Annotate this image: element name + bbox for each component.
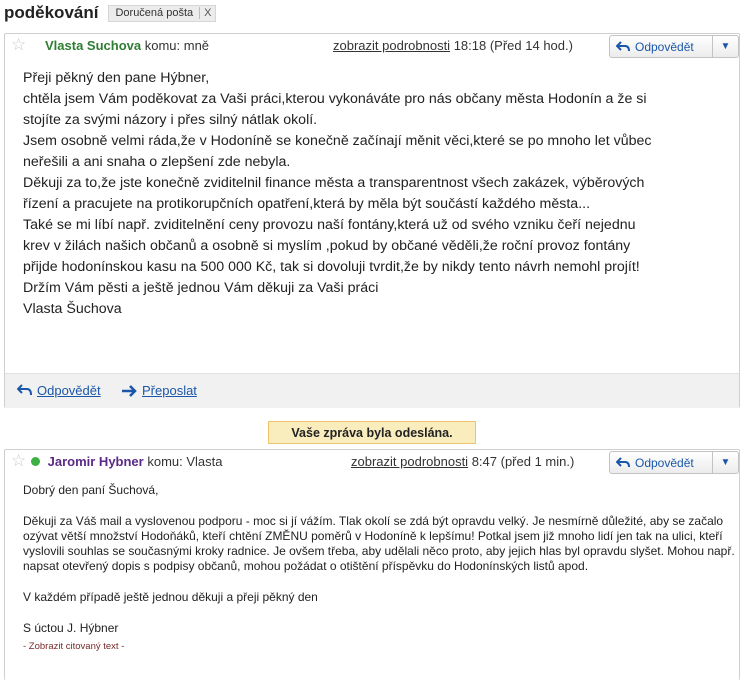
message-sent-notice: Vaše zpráva byla odeslána. <box>268 421 476 444</box>
body-line: Děkuji za to,že jste konečně zviditelnil finance města a transparentnost všech zakázek, výběrových <box>23 175 645 191</box>
message-time: 18:18 (Před 14 hod.) <box>453 38 573 53</box>
signature: S úctou J. Hýbner <box>23 621 119 635</box>
reply-button-label: Odpovědět <box>635 455 694 470</box>
body-line: krev v žilách našich občanů a osobně si myslím ,pokud by občané věděli,že roční provoz fontány <box>23 238 631 254</box>
body-line: řízení a pracujete na protikorupčních opatření,která by měla být součástí každého města... <box>23 196 591 212</box>
message-header <box>5 450 739 474</box>
sender-name[interactable]: Jaromir Hybner <box>47 454 144 469</box>
reply-arrow-icon <box>616 41 630 53</box>
sender-line <box>31 454 223 469</box>
thread-subject: poděkování <box>4 3 99 22</box>
reply-button-main[interactable] <box>610 36 712 57</box>
body-line: stojíte za svými názory i přes silný nátlak okolí. <box>23 112 318 128</box>
thread-header <box>4 2 216 24</box>
reply-button-main[interactable] <box>610 452 712 473</box>
message-time: 8:47 (před 1 min.) <box>471 454 575 469</box>
message-meta <box>333 38 573 53</box>
body-line: Přeji pěkný den pane Hýbner, <box>23 70 210 86</box>
message-header <box>5 34 739 58</box>
greeting: Dobrý den paní Šuchová, <box>23 483 159 497</box>
body-line: přijde hodonínskou kasu na 500 000 Kč, tak si dovoluji tvrdit,že by nikdy tento návrh nemohl projít! <box>23 259 640 275</box>
reply-button[interactable] <box>609 35 739 58</box>
reply-button-label: Odpovědět <box>635 39 694 54</box>
label-name[interactable]: Doručená pošta <box>115 7 194 19</box>
chevron-down-icon: ▼ <box>720 41 731 52</box>
message-card-1 <box>4 33 740 408</box>
recipient-text: komu: Vlasta <box>147 454 223 469</box>
online-status-dot <box>31 457 40 466</box>
message-body <box>23 68 733 320</box>
body-line: Jsem osobně velmi ráda,že v Hodoníně se konečně začínají měnit věci,které se po mnoho let vůbec <box>23 133 652 149</box>
body-paragraph: Děkuji za Váš mail a vyslovenou podporu - moc si jí vážím. Tlak okolí se zdá být opravdu velký. Je nesmírně důležité, aby se začalo ozývat větší množství Hodoňáků, kteří chtění ZMĚNU poměrů v Hodoníně k lepšímu! Potkal jsem již mnoho lidí jen tak na ulici, kteří vyslovili souhlas se současnými kroky radnice. Je ovšem třeba, aby udělali něco proto, aby jejich hlas byl opravdu slyšet. Mohou např. napsat otevřený dopis s podpisy občanů, mohou požádat o otištění příspěvku do Hodonínských listů apod. <box>23 514 735 573</box>
footer-forward-link[interactable] <box>121 383 197 398</box>
recipient-text: komu: mně <box>144 38 210 53</box>
forward-arrow-icon <box>121 385 137 397</box>
inbox-label-chip <box>108 5 216 22</box>
star-icon[interactable]: ☆ <box>11 451 27 470</box>
sender-line <box>45 38 209 53</box>
chevron-down-icon: ▼ <box>720 457 731 468</box>
message-meta <box>351 454 574 469</box>
body-line: chtěla jsem Vám poděkovat za Vaši práci,kterou vykonáváte pro nás občany města Hodonín a že si <box>23 91 647 107</box>
show-details-link[interactable]: zobrazit podrobnosti <box>351 454 469 469</box>
body-line: Také se mi líbí např. zviditelnění ceny provozu naší fontány,která už od svého vzniku čeří nejednu <box>23 217 636 233</box>
reply-arrow-icon <box>17 384 32 397</box>
reply-arrow-icon <box>616 457 630 469</box>
reply-button[interactable] <box>609 451 739 474</box>
body-line: neřešili a ani snaha o zlepšení zde nebyla. <box>23 154 291 170</box>
show-details-link[interactable]: zobrazit podrobnosti <box>333 38 451 53</box>
sender-name[interactable]: Vlasta Suchova <box>45 38 142 53</box>
message-actions-footer <box>5 373 739 408</box>
reply-options-dropdown[interactable] <box>712 36 738 57</box>
message-body <box>23 483 735 654</box>
message-card-2 <box>4 449 740 680</box>
footer-reply-label: Odpovědět <box>37 383 101 398</box>
body-line: Vlasta Šuchova <box>23 301 122 317</box>
footer-reply-link[interactable] <box>17 383 101 398</box>
star-icon[interactable]: ☆ <box>11 35 27 54</box>
footer-forward-label: Přeposlat <box>142 383 197 398</box>
remove-label-button[interactable]: X <box>199 7 215 19</box>
show-quoted-text-link[interactable]: - Zobrazit citovaný text - <box>23 641 125 652</box>
reply-options-dropdown[interactable] <box>712 452 738 473</box>
closing: V každém případě ještě jednou děkuji a přeji pěkný den <box>23 590 318 604</box>
body-line: Držím Vám pěsti a ještě jednou Vám děkuji za Vaši práci <box>23 280 379 296</box>
